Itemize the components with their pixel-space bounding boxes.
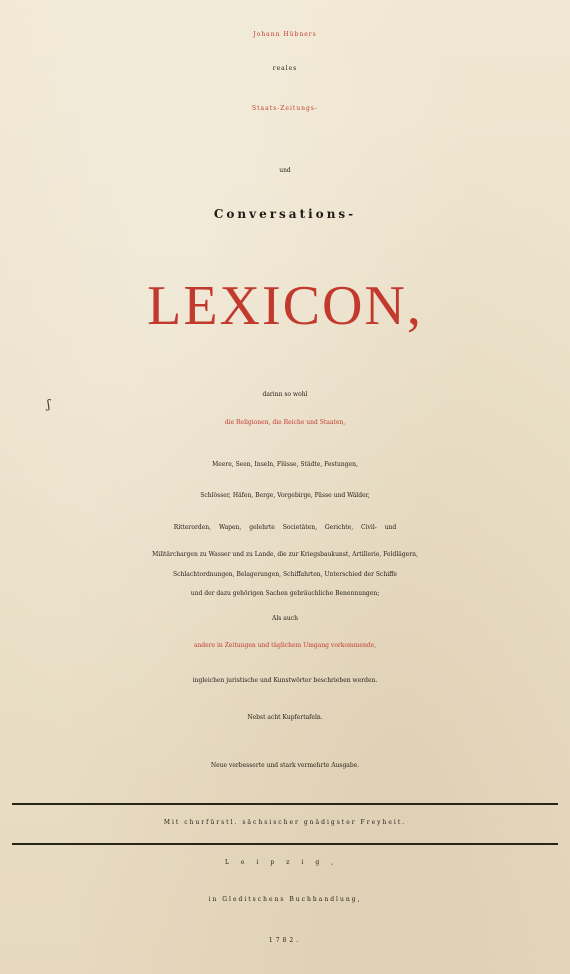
subtitle-und: und — [279, 167, 291, 174]
text-ritterorden: Ritterorden, Wapen, gelehrte Societäten, Gerichte, Civil- und — [173, 524, 397, 531]
text-militaer: Militärchargen zu Wasser und zu Lande, die zur Kriegsbaukunst, Artillerie, Feldlägern, — [152, 551, 418, 558]
text-als-auch: Als auch — [272, 615, 298, 622]
text-neue-ausgabe: Neue verbesserte und stark vermehrte Ausgabe. — [210, 762, 360, 769]
subtitle-conversations: Conversations- — [213, 207, 357, 221]
stray-mark: ʃ — [47, 397, 51, 411]
text-ingleichen: ingleichen juristische und Kunstwörter beschrieben werden. — [192, 677, 378, 684]
text-religionen: die Religionen, die Reiche und Staaten, — [224, 419, 346, 426]
imprint-publisher: in Gleditschens Buchhandlung, — [208, 896, 362, 903]
imprint-year: 1782. — [268, 937, 302, 944]
subtitle-staats-zeitungs: Staats-Zeitungs- — [252, 105, 318, 112]
rule-bottom — [12, 843, 558, 845]
text-darinn: darinn so wohl — [262, 391, 308, 398]
subtitle-reales: reales — [272, 65, 298, 72]
author-name: Johann Hübners — [253, 31, 317, 38]
text-nebst: Nebst acht Kupfertafeln. — [247, 714, 323, 721]
text-schloesser: Schlösser, Häfen, Berge, Vorgebirge, Pässe und Wälder, — [200, 492, 370, 499]
text-privileg: Mit churfürstl. sächsischer gnädigster Freyheit. — [163, 819, 407, 826]
text-schlacht: Schlachtordnungen, Belagerungen, Schiffahrten, Unterschied der Schiffe — [173, 571, 397, 578]
text-andere: andere in Zeitungen und täglichem Umgang vorkommende, — [193, 642, 377, 649]
text-zugehoerig: und der dazu gehörigen Sachen gebräuchliche Benennungen; — [190, 590, 380, 597]
imprint-place: Leipzig, — [224, 859, 346, 866]
rule-top — [12, 803, 558, 805]
main-title-lexicon: LEXICON, — [147, 275, 423, 337]
text-meere: Meere, Seen, Inseln, Flüsse, Städte, Festungen, — [212, 461, 358, 468]
